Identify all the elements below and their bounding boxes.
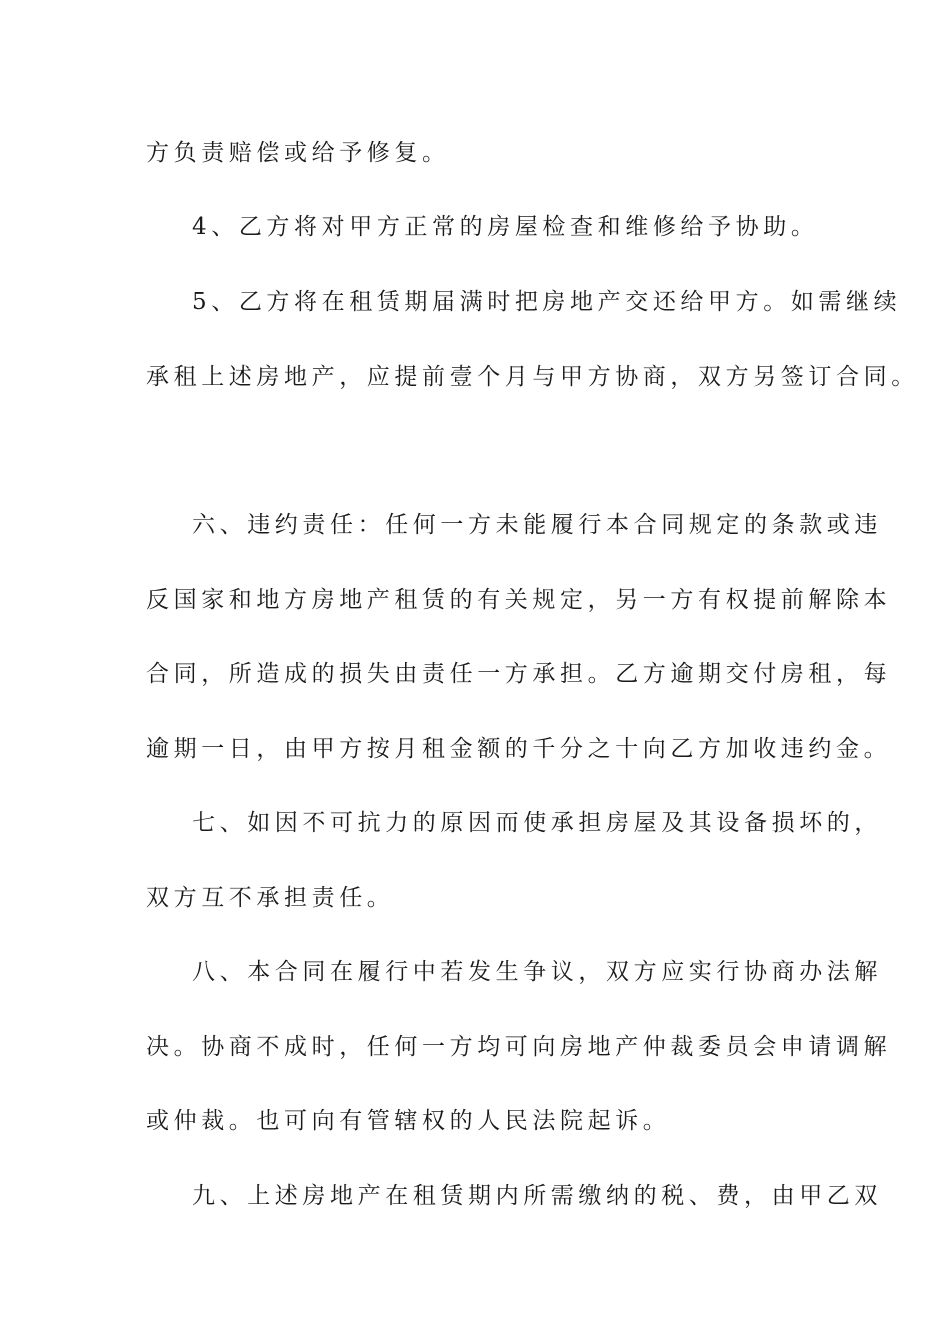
paragraph-line: 六、违约责任：任何一方未能履行本合同规定的条款或违 — [192, 512, 882, 538]
paragraph-line: 反国家和地方房地产租赁的有关规定，另一方有权提前解除本 — [146, 587, 892, 613]
paragraph-line: 5、乙方将在租赁期届满时把房地产交还给甲方。如需继续 — [192, 289, 902, 315]
paragraph-line: 合同，所造成的损失由责任一方承担。乙方逾期交付房租，每 — [146, 661, 892, 687]
paragraph-line: 或仲裁。也可向有管辖权的人民法院起诉。 — [146, 1108, 671, 1134]
paragraph-line: 方负责赔偿或给予修复。 — [146, 140, 450, 166]
paragraph-line: 七、如因不可抗力的原因而使承担房屋及其设备损坏的， — [192, 810, 882, 836]
paragraph-line: 4、乙方将对甲方正常的房屋检查和维修给予协助。 — [192, 214, 819, 240]
paragraph-line: 双方互不承担责任。 — [146, 885, 395, 911]
paragraph-line: 九、上述房地产在租赁期内所需缴纳的税、费，由甲乙双 — [192, 1183, 882, 1209]
paragraph-line: 决。协商不成时，任何一方均可向房地产仲裁委员会申请调解 — [146, 1034, 892, 1060]
paragraph-line: 承租上述房地产，应提前壹个月与甲方协商，双方另签订合同。 — [146, 364, 919, 390]
paragraph-line: 逾期一日，由甲方按月租金额的千分之十向乙方加收违约金。 — [146, 736, 892, 762]
paragraph-line: 八、本合同在履行中若发生争议，双方应实行协商办法解 — [192, 959, 882, 985]
